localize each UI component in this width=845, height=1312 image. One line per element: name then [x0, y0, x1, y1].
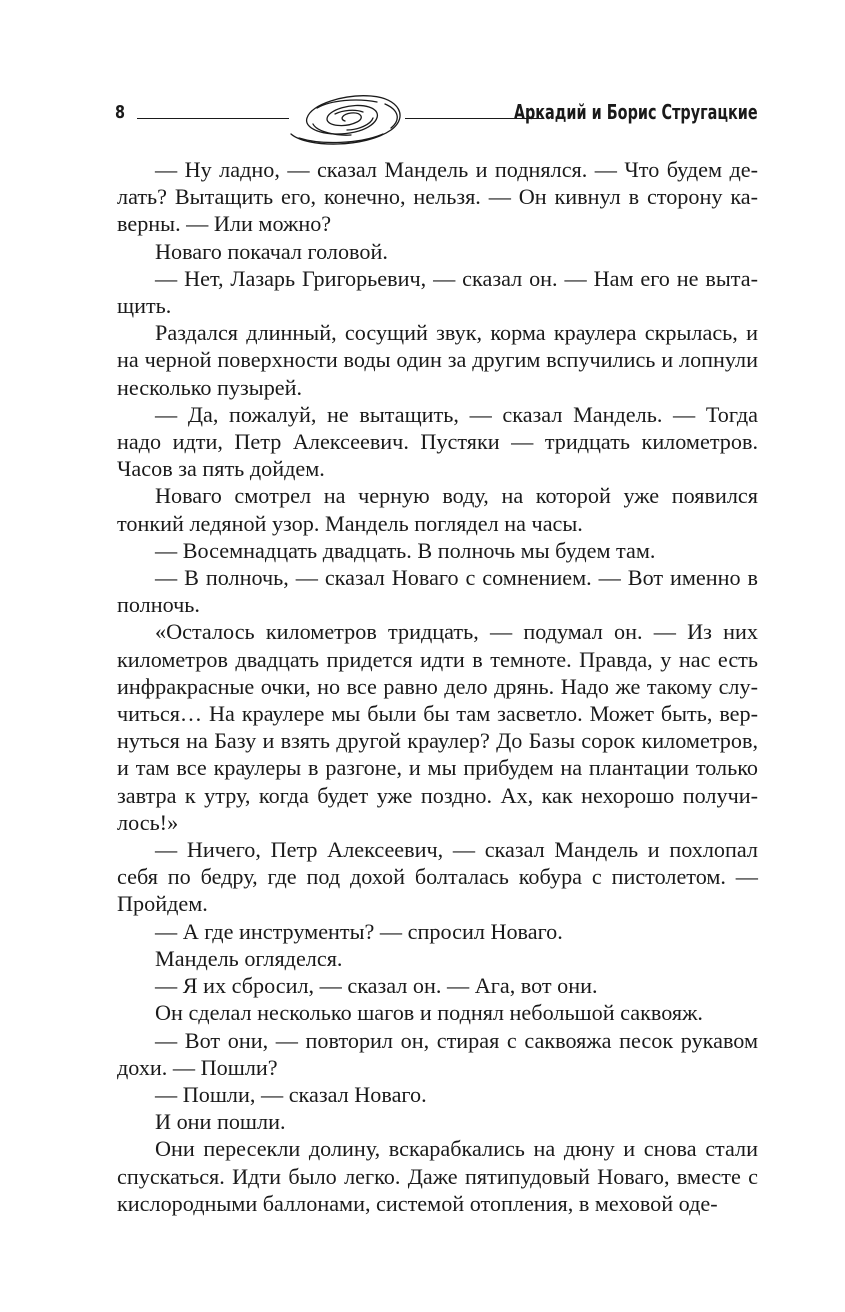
- paragraph: Он сделал несколько шагов и поднял небольшой саквояж.: [155, 1000, 703, 1026]
- paragraph: — Вот они, — повторил он, стирая с саквояжа песок рукавом дохи. — Пошли?: [117, 1027, 758, 1080]
- paragraph: — Да, пожалуй, не вытащить, — сказал Мандель. — Тогда надо идти, Петр Алексеевич. Пустяки — тридцать километров. Часов за пять дойдем.: [117, 401, 758, 482]
- paragraph: — Ничего, Петр Алексеевич, — сказал Мандель и похлопал себя по бедру, где под дохой болталась кобура с пистолетом. — Пройдем.: [117, 837, 758, 917]
- running-head: [115, 86, 758, 146]
- paragraph: — Ну ладно, — сказал Мандель и поднялся. — Что будем делать? Вытащить его, конечно, нельзя. — Он кивнул в сторону каверны. — Или можно?: [117, 157, 758, 237]
- paragraph: И они пошли.: [155, 1109, 286, 1135]
- running-title: Аркадий и Борис Стругацкие: [514, 100, 758, 124]
- paragraph: Новаго смотрел на черную воду, на которой уже появился тонкий ледяной узор. Мандель поглядел на часы.: [117, 483, 758, 536]
- paragraph: Мандель огляделся.: [155, 945, 343, 971]
- paragraph: — Пошли, — сказал Новаго.: [155, 1081, 427, 1107]
- paragraph: Они пересекли долину, вскарабкались на дюну и снова стали спускаться. Идти было легко. Даже пятипудовый Новаго, вместе с кислородными баллонами, системой отопления, в меховой оде-: [117, 1136, 758, 1216]
- spiral-galaxy-icon: [287, 90, 409, 146]
- paragraph: — Восемнадцать двадцать. В полночь мы будем там.: [155, 537, 656, 563]
- paragraph: — В полночь, — сказал Новаго с сомнением. — Вот именно в полночь.: [117, 565, 758, 618]
- paragraph: Новаго покачал головой.: [155, 238, 388, 264]
- paragraph: — Нет, Лазарь Григорьевич, — сказал он. — Нам его не вытащить.: [117, 265, 758, 319]
- paragraph: «Осталось километров тридцать, — подумал он. — Из них километров двадцать придется идти в темноте. Правда, у нас есть инфракрасные очки, но все равно дело дрянь. Надо же такому случиться… На краулере мы были бы там засветло. Может быть, вернуться на Базу и взять другой краулер? До Базы сорок километров, и там все краулеры в разгоне, и мы прибудем на плантации только завтра к утру, когда будет уже поздно. Ах, как нехорошо получилось!»: [117, 619, 758, 835]
- paragraph: — А где инструменты? — спросил Новаго.: [155, 918, 563, 944]
- body-text: [117, 156, 758, 1217]
- paragraph: Раздался длинный, сосущий звук, корма краулера скрылась, и на черной поверхности воды один за другим вспучились и лопнули несколько пузырей.: [117, 320, 758, 400]
- header-rule-left: [137, 118, 289, 119]
- page-number: 8: [115, 102, 126, 123]
- paragraph: — Я их сбросил, — сказал он. — Ага, вот они.: [155, 973, 598, 999]
